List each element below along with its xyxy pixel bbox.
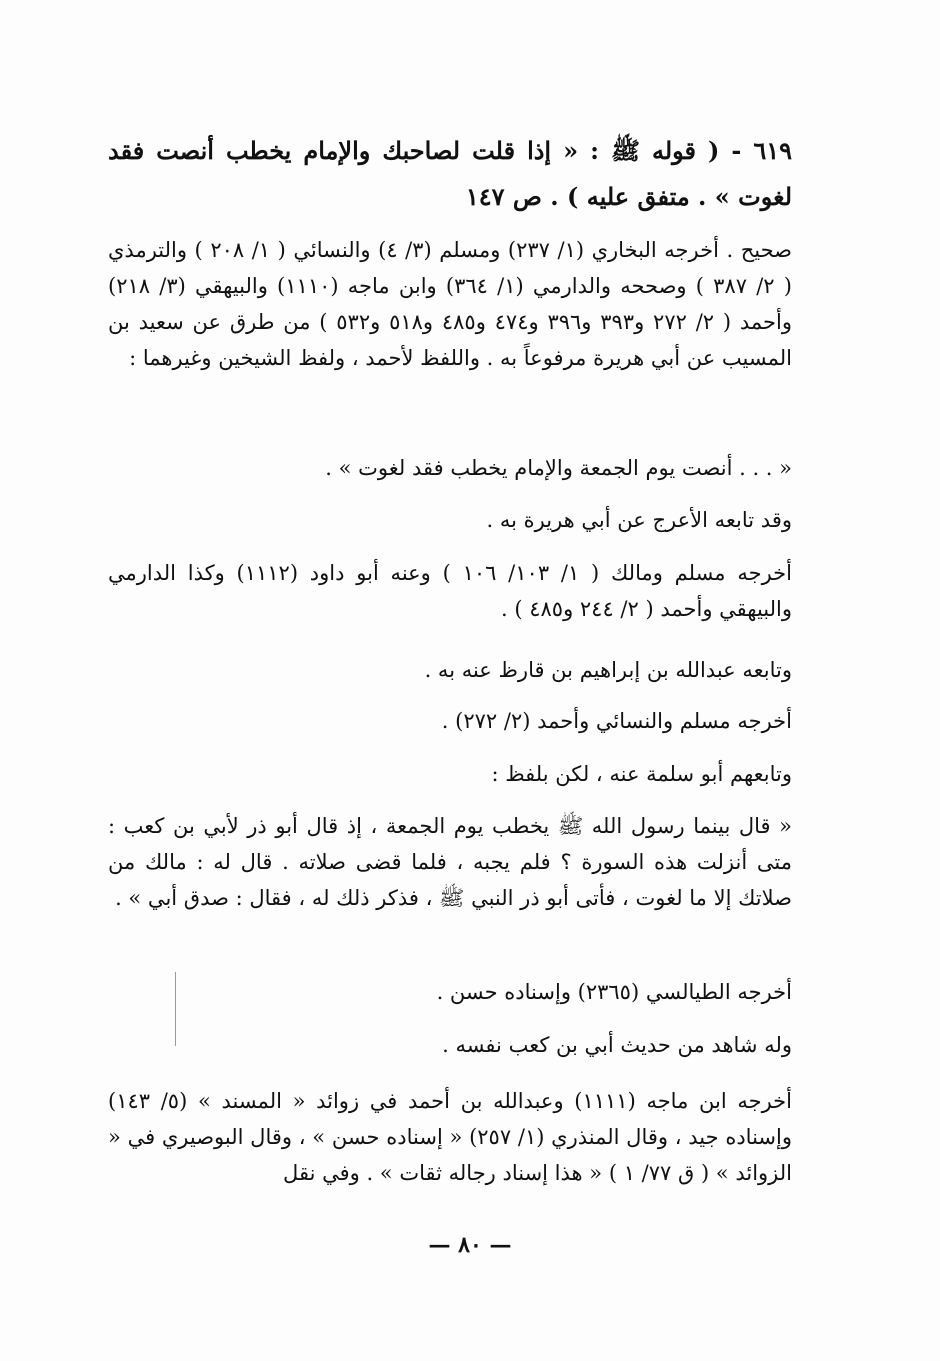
page-number: — ٨٠ — (428, 1232, 512, 1258)
takhrij-intro-paragraph: صحيح . أخرجه البخاري (١/ ٢٣٧) ومسلم (٣/ ٤) والنسائي ( ١/ ٢٠٨ ) والترمذي ( ٢/ ٣٨٧ ) وصححه والدارمي (١/ ٣٦٤) وابن ماجه (١١١٠) والبيهقي (٣/ ٢١٨) وأحمد ( ٢/ ٢٧٢ و٣٩٣ و٣٩٦ و٤٧٤ و٤٨٥ و٥١٨ و٥٣٢ ) من طرق عن سعيد بن المسيب عن أبي هريرة مرفوعاً به . واللفظ لأحمد ، ولفظ الشيخين وغيرهما : (108, 238, 792, 370)
takhrij-muslim-nasai: أخرجه مسلم والنسائي وأحمد (٢/ ٢٧٢) . (441, 709, 792, 733)
shahid-ubayy: وله شاهد من حديث أبي بن كعب نفسه . (442, 1033, 792, 1057)
follow-up-qariz: وتابعه عبدالله بن إبراهيم بن قارظ عنه به . (424, 658, 792, 682)
abu-dharr-narration-quote: « قال بينما رسول الله ﷺ يخطب يوم الجمعة ، إذ قال أبو ذر لأبي بن كعب : متى أنزلت هذه السورة ؟ فلم يجبه ، فلما قضى صلاته . قال له : مالك من صلاتك إلا ما لغوت ، فأتى أبو ذر النبي ﷺ ، فذكر ذلك له ، فقال : صدق أبي » . (108, 814, 793, 910)
follow-up-al-araj: وقد تابعه الأعرج عن أبي هريرة به . (486, 508, 792, 532)
margin-rule-mark (175, 972, 176, 1046)
hadith-heading: ٦١٩ - ( قوله ﷺ : « إذا قلت لصاحبك والإمام يخطب أنصت فقد لغوت » . متفق عليه ) . ص ١٤٧ (108, 136, 792, 211)
takhrij-muslim-malik: أخرجه مسلم ومالك ( ١/ ١٠٣/ ١٠٦ ) وعنه أبو داود (١١١٢) وكذا الدارمي والبيهقي وأحمد ( ٢/ ٢٤٤ و٤٨٥ ) . (108, 561, 792, 621)
takhrij-ibn-majah: أخرجه ابن ماجه (١١١١) وعبدالله بن أحمد في زوائد « المسند » (٥/ ١٤٣) وإسناده جيد ، وقال المنذري (١/ ٢٥٧) « إسناده حسن » ، وقال البوصيري في « الزوائد » ( ق ٧٧/ ١ ) « هذا إسناد رجاله ثقات » . وفي نقل (108, 1089, 792, 1185)
follow-up-abu-salama: وتابعهم أبو سلمة عنه ، لكن بلفظ : (491, 762, 792, 786)
takhrij-tayalisi: أخرجه الطيالسي (٢٣٦٥) وإسناده حسن . (436, 980, 792, 1004)
hadith-wording-quote: « . . . أنصت يوم الجمعة والإمام يخطب فقد لغوت » . (325, 456, 792, 480)
